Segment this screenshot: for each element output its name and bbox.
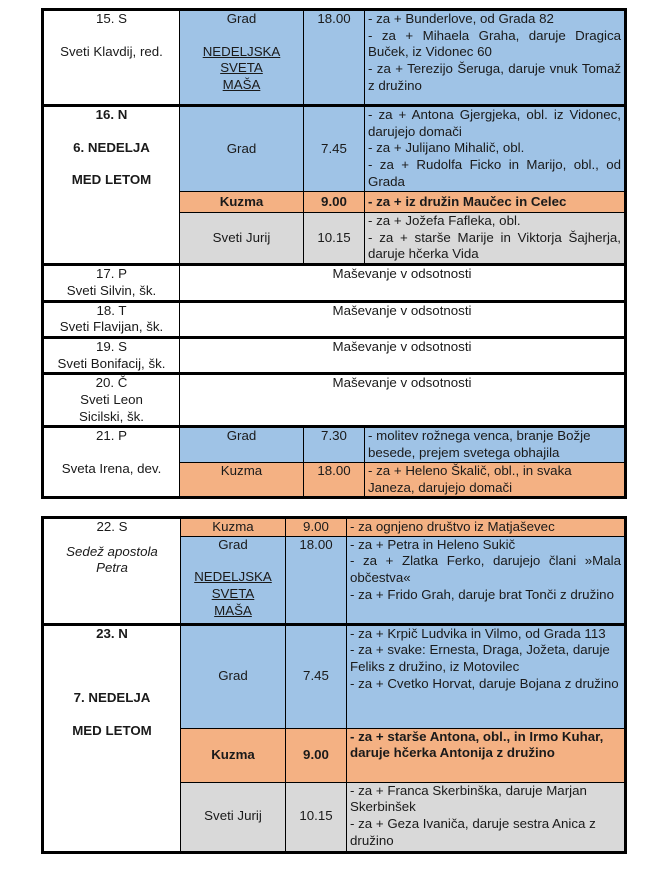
intentions-cell [365,192,626,213]
day-row-19 [43,337,626,373]
time-cell: 9.00 [286,518,347,537]
absence-note: Maševanje v odsotnosti [180,374,626,427]
sunday-mass-note: NEDELJSKA [194,569,272,585]
intentions-cell [365,427,626,462]
intentions-cell [347,518,626,537]
day-date: 15. S [95,11,128,26]
location-cell [180,10,304,106]
intentions-cell [365,213,626,265]
time-cell: 10.15 [286,782,347,852]
intention: - za + Zlatka Ferko, darujejo člani »Mala občestva« [350,553,621,586]
time-cell: 7.45 [304,106,365,192]
intention: - za + Franca Skerbinška, daruje Marjan Skerbinšek [350,782,587,815]
location-cell: Kuzma [180,192,304,213]
day-date: 18. T [96,302,127,318]
time-cell: 9.00 [286,728,347,782]
day-row-15 [43,10,626,106]
day-cell [43,337,180,373]
intention: - za + Heleno Škalič, obl., in svaka Janeza, darujejo domači [368,462,572,495]
sunday-mass-note: MAŠA [214,602,252,618]
intention: - za + Geza Ivaniča, daruje sestra Anica z družino [350,816,596,848]
location-name: Grad [226,11,257,26]
location-cell: Grad [180,427,304,462]
day-row-20 [43,374,626,427]
day-row-21 [43,427,626,462]
day-cell [43,301,180,337]
absence-note: Maševanje v odsotnosti [180,301,626,337]
day-cell [43,518,181,625]
intention: - molitev rožnega venca, branje Božje besede, prejem svetega obhajila [368,428,591,461]
day-cell [43,624,181,852]
intention: - za ognjeno društvo iz Matjaševec [350,519,555,534]
day-saint: Sveta Irena, dev. [61,461,162,477]
sunday-mass-note: SVETA [211,586,255,602]
day-saint: Sicilski, šk. [78,408,144,424]
location-cell: Grad [180,106,304,192]
day-row-17 [43,265,626,301]
day-row-23 [43,624,626,728]
sunday-mass-note: SVETA [220,60,263,76]
intention: - za + Petra in Heleno Sukič [350,536,516,552]
location-cell: Grad [181,624,286,728]
mass-schedule-table-1 [41,8,627,499]
intention: - za + Terezijo Šeruga, daruje vnuk Tomaž z družino [368,61,621,93]
day-cell [43,374,180,427]
intention: - za + Krpič Ludvika in Vilmo, od Grada 113 [350,625,606,641]
intention: - za + iz družin Maučec in Celec [368,193,567,209]
intentions-cell [365,106,626,192]
intentions-cell [347,624,626,728]
time-cell: 18.00 [304,462,365,497]
day-row-22 [43,518,626,537]
intention: - za + Bunderlove, od Grada 82 [368,11,554,26]
intention: - za + starše Marije in Viktorja Šajherja, daruje hčerka Vida [368,229,621,262]
time-cell: 18.00 [304,10,365,106]
time-cell: 9.00 [304,192,365,213]
intentions-cell [347,728,626,782]
day-cell [43,427,180,498]
day-row-18 [43,301,626,337]
time-cell: 18.00 [286,536,347,624]
sunday-mass-note: MAŠA [222,77,261,93]
intention: - za + Antona Gjergjeka, obl. iz Vidonec, darujejo domači [368,107,621,139]
time-cell: 10.15 [304,213,365,265]
intention: - za + Rudolfa Ficko in Marijo, obl., od Grada [368,157,621,189]
day-date: 23. N [96,625,128,641]
day-saint: Sedež apostola [66,543,158,559]
intention: - za + Jožefa Fafleka, obl. [368,213,521,228]
day-saint: Sveti Klavdij, red. [60,43,163,59]
day-date: 21. P [95,428,128,444]
absence-note: Maševanje v odsotnosti [180,337,626,373]
time-cell: 7.45 [286,624,347,728]
intention: - za + Cvetko Horvat, daruje Bojana z družino [350,675,619,691]
day-date: 22. S [96,519,128,534]
location-cell: Kuzma [181,518,286,537]
location-cell [181,536,286,624]
intention: - za + Frido Grah, daruje brat Tonči z družino [350,586,614,602]
day-title: 6. NEDELJA [73,139,150,155]
day-date: 20. Č [95,375,128,391]
absence-note: Maševanje v odsotnosti [180,265,626,301]
intentions-cell [365,462,626,497]
mass-schedule-table-2 [41,516,627,854]
day-saint: Sveti Bonifacij, šk. [57,355,166,371]
location-cell: Sveti Jurij [181,782,286,852]
location-cell: Kuzma [181,728,286,782]
day-cell [43,265,180,301]
day-title: MED LETOM [71,172,152,188]
day-date: 17. P [95,266,128,282]
day-date: 19. S [95,338,128,354]
location-cell: Kuzma [180,462,304,497]
day-title: 7. NEDELJA [73,690,151,706]
day-title: MED LETOM [72,723,152,739]
time-cell: 7.30 [304,427,365,462]
intention: - za + svake: Ernesta, Draga, Jožeta, daruje Feliks z družino, iz Motovilec [350,642,610,675]
day-cell [43,106,180,265]
day-saint: Sveti Leon [80,392,143,408]
day-date: 16. N [95,107,128,122]
location-name: Grad [218,536,248,552]
day-saint: Sveti Flavijan, šk. [59,319,164,335]
day-cell [43,10,180,106]
day-row-16 [43,106,626,192]
intention: - za + starše Antona, obl., in Irmo Kuhar, daruje hčerka Antonija z družino [350,728,604,761]
day-saint: Petra [96,560,128,576]
intention: - za + Julijano Mihalič, obl. [368,140,525,156]
day-saint: Sveti Silvin, šk. [66,282,157,298]
intention: - za + Mihaela Graha, daruje Dragica Buček, iz Vidonec 60 [368,27,621,60]
sunday-mass-note: NEDELJSKA [202,43,281,59]
intentions-cell [347,536,626,624]
intentions-cell [365,10,626,106]
location-cell: Sveti Jurij [180,213,304,265]
intentions-cell [347,782,626,852]
